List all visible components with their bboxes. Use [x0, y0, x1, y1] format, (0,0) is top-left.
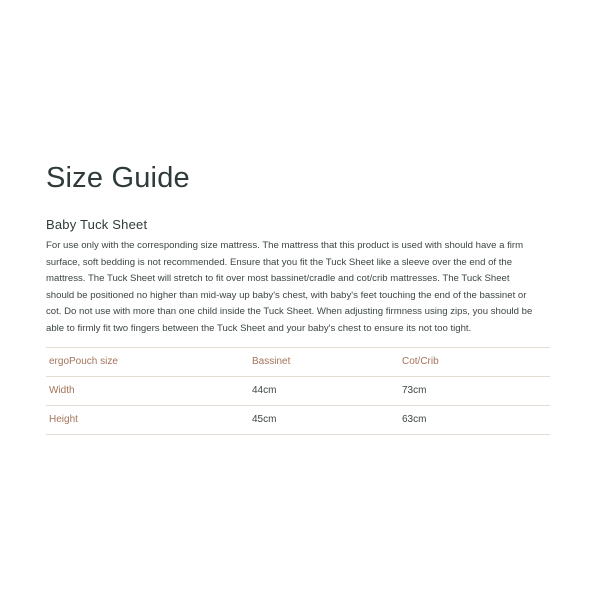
width-bassinet-value: 44cm [252, 385, 277, 397]
header-bassinet: Bassinet [252, 356, 291, 368]
header-cot-crib: Cot/Crib [402, 356, 439, 368]
page-title: Size Guide [46, 162, 190, 194]
size-guide-page [46, 160, 550, 435]
product-name: Baby Tuck Sheet [46, 217, 148, 232]
row-label-height: Height [49, 414, 78, 426]
width-cot-value: 73cm [402, 385, 427, 397]
table-header-row [46, 348, 550, 377]
table-row [46, 406, 550, 435]
height-bassinet-value: 45cm [252, 414, 277, 426]
row-label-width: Width [49, 385, 75, 397]
table-row [46, 377, 550, 406]
product-description: For use only with the corresponding size mattress. The mattress that this product is used with should have a firm surface, soft bedding is not recommended. Ensure that you fit the Tuck Sheet like a sleeve over the end of the mattress. The Tuck Sheet will stretch to fit over most bassinet/cradle and cot/crib mattresses. The Tuck Sheet should be positioned no higher than mid-way up baby's chest, with baby's feet touching the end of the bassinet or cot. Do not use with more than one child inside the Tuck Sheet. When adjusting firmness using zips, you should be able to firmly fit two fingers between the Tuck Sheet and your baby's chest to ensure its not too tight. [46, 240, 533, 334]
size-table [46, 347, 550, 435]
height-cot-value: 63cm [402, 414, 427, 426]
header-size: ergoPouch size [49, 356, 118, 368]
